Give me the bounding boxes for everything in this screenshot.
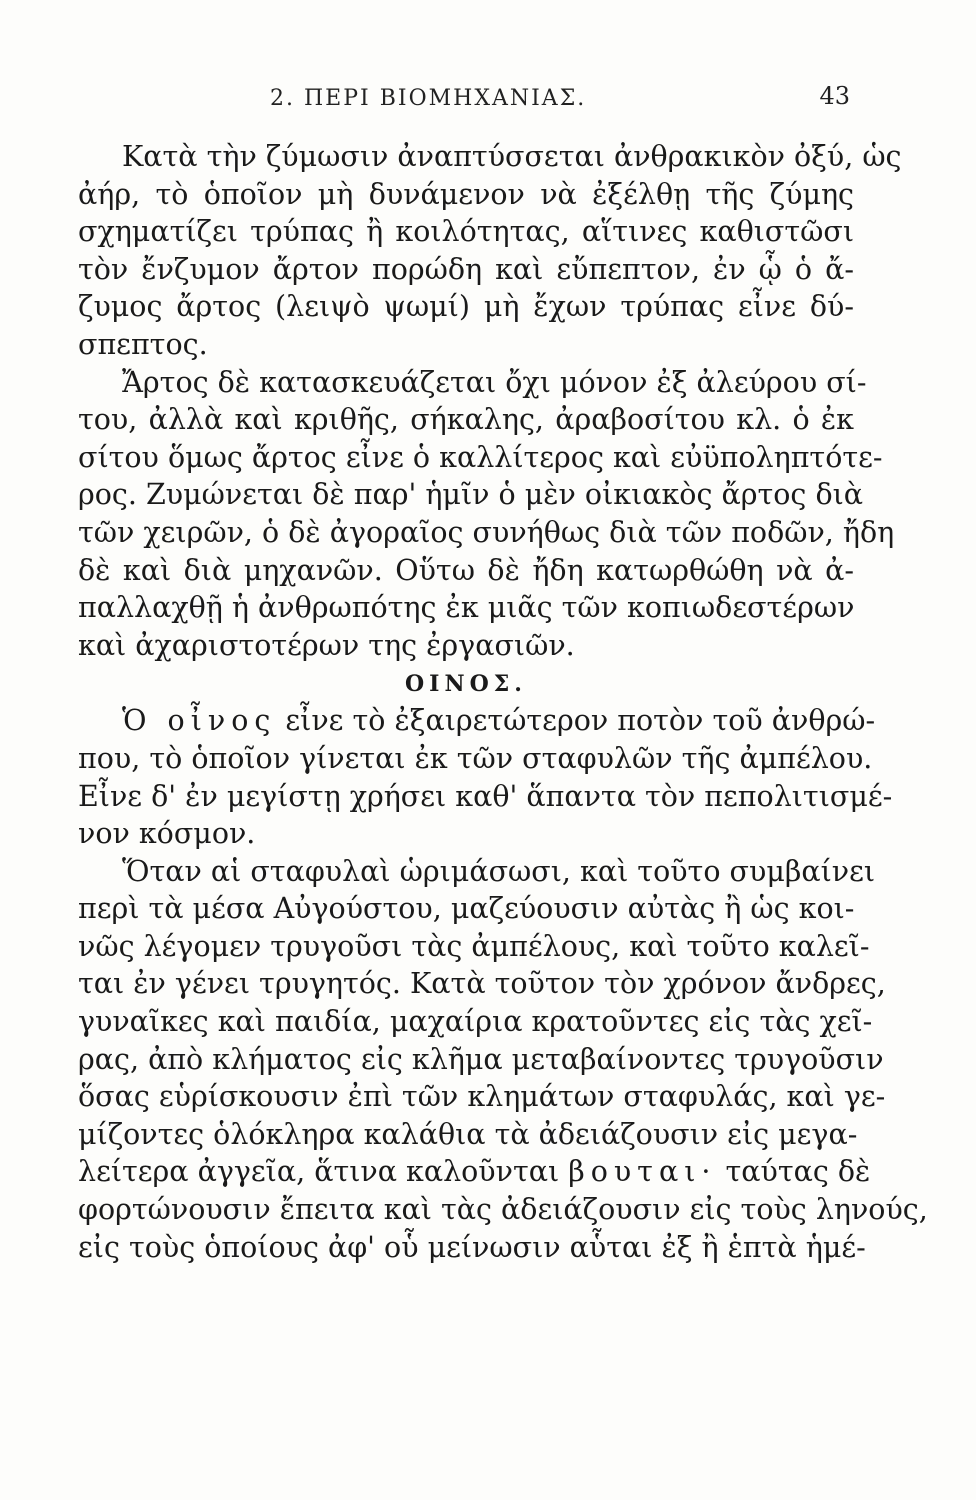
text-line: του, ἀλλὰ καὶ κριθῆς, σήκαλης, ἀραβοσίτου κλ. ὁ ἐκ <box>78 403 854 437</box>
text-line: που, τὸ ὁποῖον γίνεται ἐκ τῶν σταφυλῶν τῆς ἀμπέλου. <box>78 741 873 775</box>
text-line: εἰς τοὺς ὁποίους ἀφ' οὗ μείνωσιν αὗται ἐξ ἢ ἑπτὰ ἡμέ- <box>78 1230 866 1264</box>
text-line: σχηματίζει τρύπας ἢ κοιλότητας, αἵτινες καθιστῶσι <box>78 215 854 249</box>
page-body <box>78 138 928 1266</box>
text-line: ρας, ἀπὸ κλήματος εἰς κλῆμα μεταβαίνοντες τρυγοῦσιν <box>78 1042 884 1076</box>
text-line <box>78 702 876 740</box>
text-line: ἀήρ, τὸ ὁποῖον μὴ δυνάμενον νὰ ἐξέλθῃ τῆς ζύμης <box>78 177 854 211</box>
paragraph-4 <box>78 853 928 1267</box>
text-line: περὶ τὰ μέσα Αὐγούστου, μαζεύουσιν αὐτὰς ἢ ὡς κοι- <box>78 892 855 926</box>
text-line: τῶν χειρῶν, ὁ δὲ ἀγοραῖος συνήθως διὰ τῶν ποδῶν, ἤδη <box>78 515 895 549</box>
running-head <box>80 82 850 122</box>
emphasized-term: Ὁ οἶνος <box>122 704 277 738</box>
text-line: παλλαχθῇ ἡ ἀνθρωπότης ἐκ μιᾶς τῶν κοπιωδεστέρων <box>78 591 855 625</box>
text-line: νῶς λέγομεν τρυγοῦσι τὰς ἀμπέλους, καὶ τοῦτο καλεῖ- <box>78 929 870 963</box>
paragraph-1 <box>78 138 902 364</box>
paragraph-2 <box>78 364 895 665</box>
line-segment: ταύτας δὲ <box>725 1155 871 1189</box>
text-line: ρος. Ζυμώνεται δὲ παρ' ἡμῖν ὁ μὲν οἰκιακὸς ἄρτος διὰ <box>78 478 864 512</box>
line-segment: εἶνε τὸ ἐξαιρετώτερον ποτὸν τοῦ ἀνθρώ- <box>285 704 876 738</box>
text-line: γυναῖκες καὶ παιδία, μαχαίρια κρατοῦντες εἰς τὰς χεῖ- <box>78 1005 873 1039</box>
paragraph-3 <box>78 702 893 852</box>
text-line: ζυμος ἄρτος (λειψὸ ψωμί) μὴ ἔχων τρύπας εἶνε δύ- <box>78 290 854 324</box>
line-segment: λείτερα ἀγγεῖα, ἅτινα καλοῦνται <box>78 1155 560 1189</box>
running-title: 2. ΠΕΡΙ ΒΙΟΜΗΧΑΝΙΑΣ. <box>270 86 587 111</box>
text-line: Κατὰ τὴν ζύμωσιν ἀναπτύσσεται ἀνθρακικὸν ὀξύ, ὡς <box>122 140 902 173</box>
text-line: ὅσας εὑρίσκουσιν ἐπὶ τῶν κλημάτων σταφυλάς, καὶ γε- <box>78 1080 886 1114</box>
text-line: Εἶνε δ' ἐν μεγίστῃ χρήσει καθ' ἅπαντα τὸν πεπολιτισμέ- <box>78 779 893 813</box>
emphasized-term: βουται· <box>568 1155 717 1189</box>
text-line: τὸν ἔνζυμον ἄρτον πορώδη καὶ εὔπεπτον, ἐν ᾧ ὁ ἄ- <box>78 252 854 286</box>
text-line: Ἄρτος δὲ κατασκευάζεται ὄχι μόνον ἐξ ἀλεύρου σί- <box>122 365 867 399</box>
text-line: μίζοντες ὁλόκληρα καλάθια τὰ ἀδειάζουσιν εἰς μεγα- <box>78 1117 858 1151</box>
text-line: φορτώνουσιν ἔπειτα καὶ τὰς ἀδειάζουσιν εἰς τοὺς ληνούς, <box>78 1193 928 1227</box>
text-line: σπεπτος. <box>78 327 208 361</box>
text-line: καὶ ἀχαριστοτέρων της ἐργασιῶν. <box>78 628 575 662</box>
text-line: σίτου ὅμως ἄρτος εἶνε ὁ καλλίτερος καὶ εὐϋποληπτότε- <box>78 440 883 474</box>
text-line: Ὅταν αἱ σταφυλαὶ ὡριμάσωσι, καὶ τοῦτο συμβαίνει <box>122 854 876 888</box>
text-line: δὲ καὶ διὰ μηχανῶν. Οὕτω δὲ ἤδη κατωρθώθη νὰ ἀ- <box>78 553 854 587</box>
text-line: ται ἐν γένει τρυγητός. Κατὰ τοῦτον τὸν χρόνον ἄνδρες, <box>78 967 886 1001</box>
page-number: 43 <box>819 82 850 110</box>
text-line <box>78 1153 871 1191</box>
section-heading: ΟΙΝΟΣ. <box>405 671 527 698</box>
text-line: νον κόσμον. <box>78 817 256 851</box>
